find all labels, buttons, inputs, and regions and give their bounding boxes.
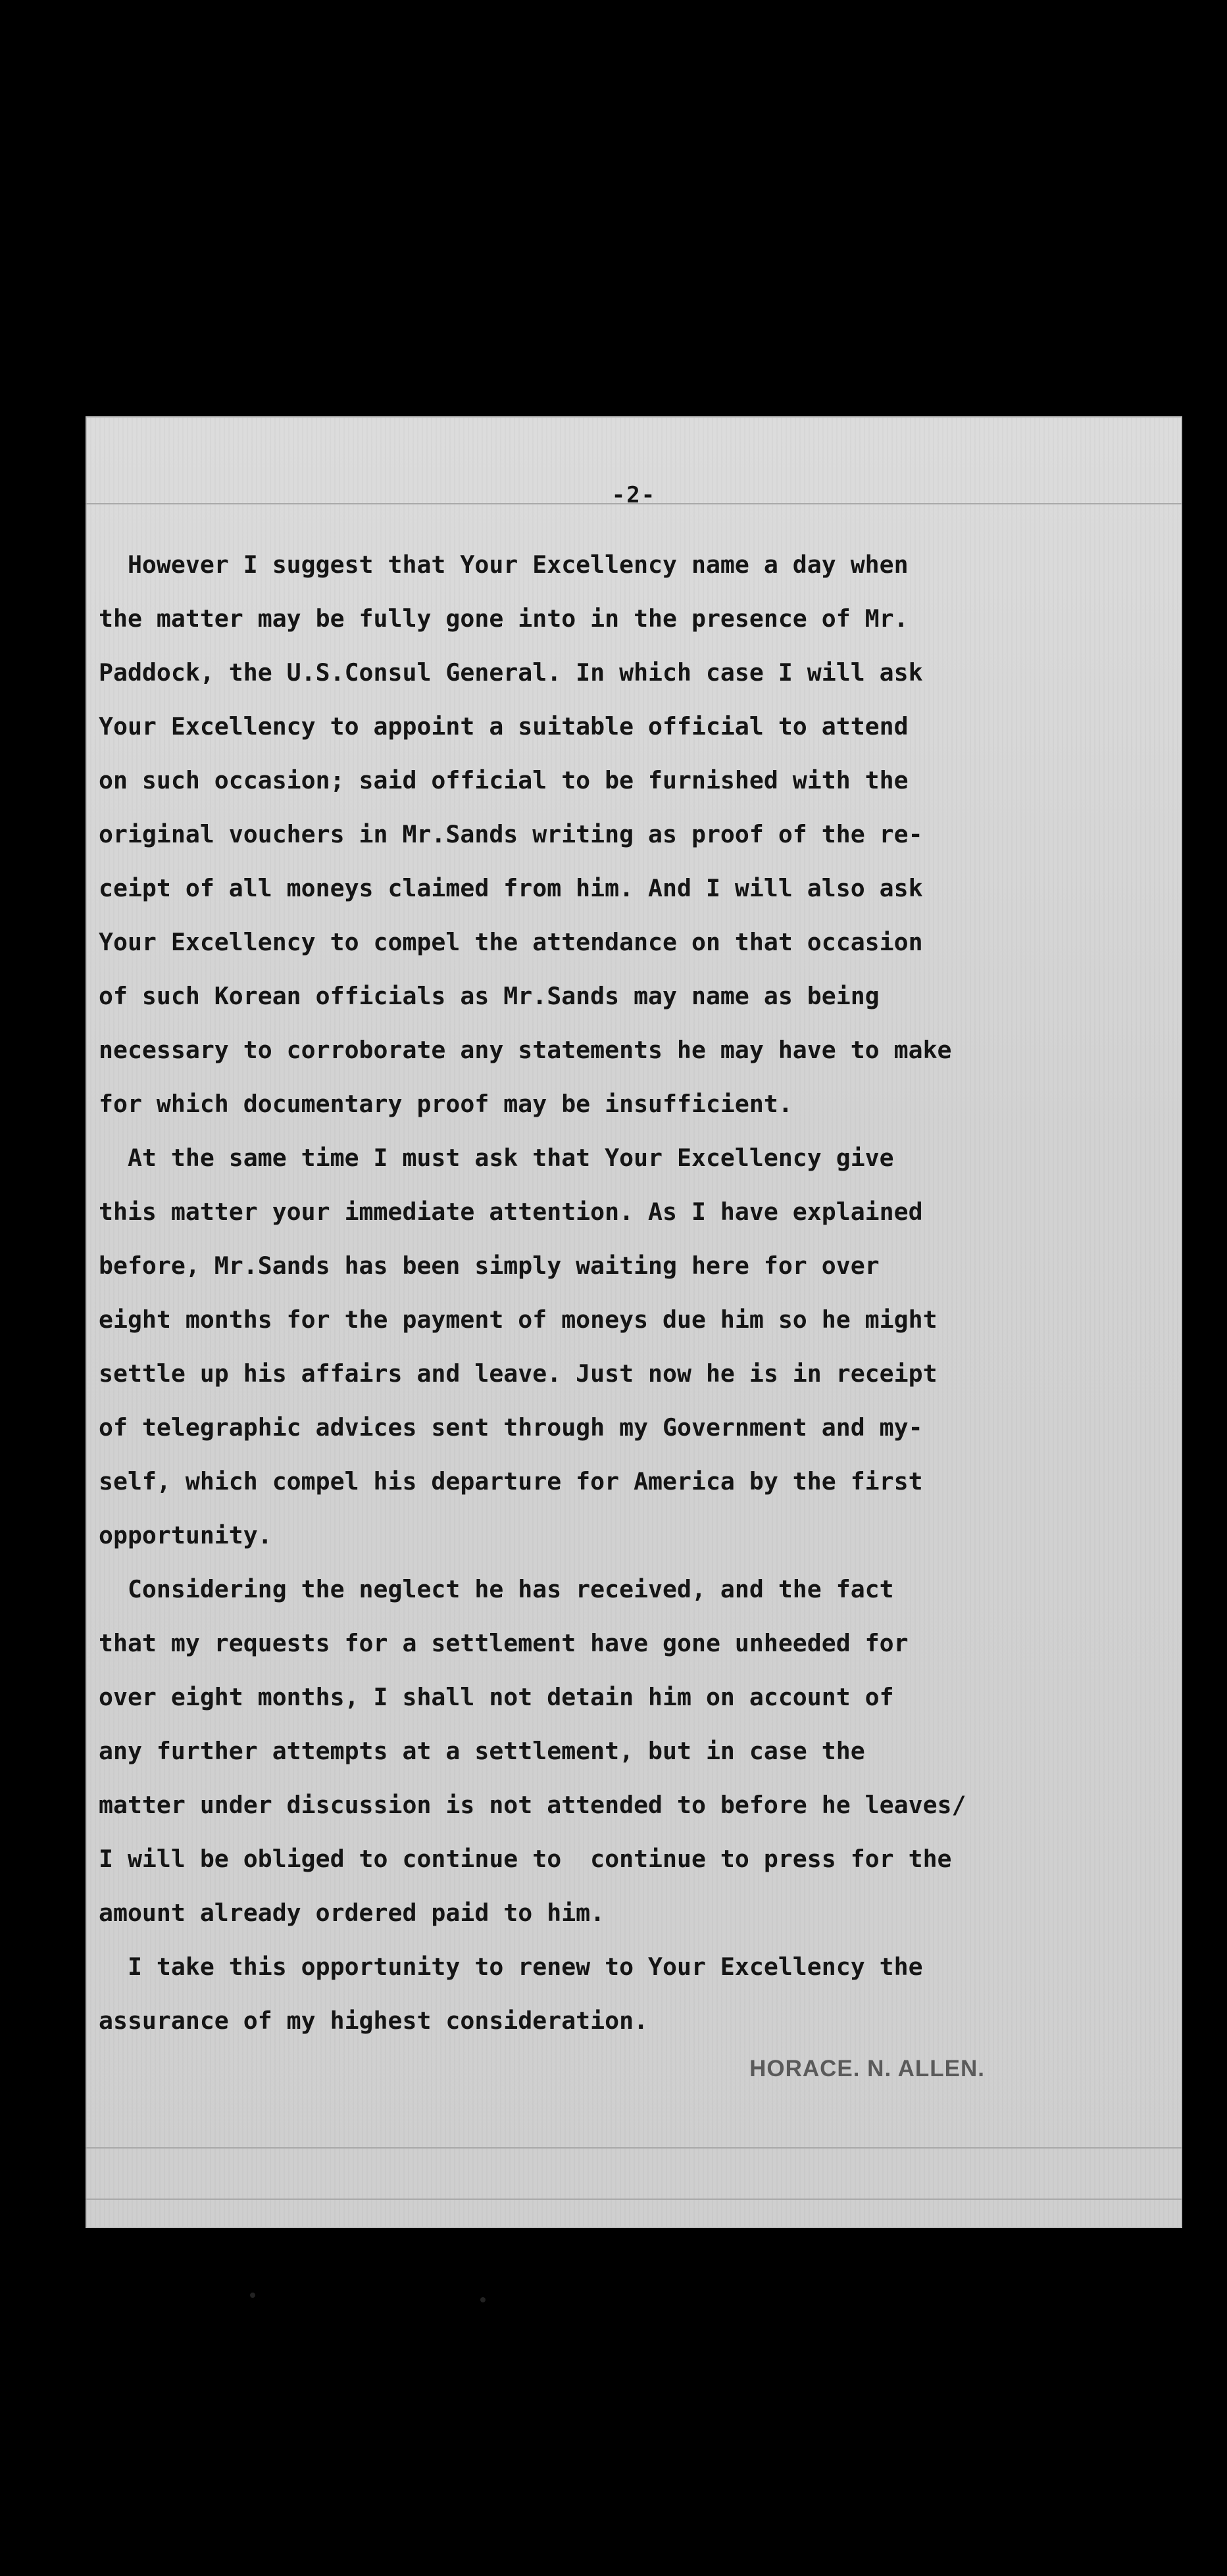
text-line: of such Korean officials as Mr.Sands may name as being	[99, 982, 880, 1010]
text-line: At the same time I must ask that Your Excellency give	[99, 1144, 894, 1172]
text-line: for which documentary proof may be insufficient.	[99, 1090, 793, 1118]
bottom-rule-secondary	[86, 2199, 1182, 2200]
text-line: before, Mr.Sands has been simply waiting here for over	[99, 1252, 880, 1280]
signature-stamp: HORACE. N. ALLEN.	[749, 2056, 985, 2081]
text-line: this matter your immediate attention. As I have explained	[99, 1198, 923, 1226]
page-number: -2-	[611, 482, 657, 508]
ink-mark	[250, 2293, 255, 2298]
text-line: over eight months, I shall not detain him on account of	[99, 1683, 894, 1711]
text-line: self, which compel his departure for America by the first	[99, 1467, 923, 1495]
text-line: original vouchers in Mr.Sands writing as proof of the re-	[99, 820, 923, 848]
text-line: necessary to corroborate any statements he may have to make	[99, 1036, 952, 1064]
text-line: amount already ordered paid to him.	[99, 1899, 605, 1927]
letter-body	[99, 538, 1132, 2048]
text-line: eight months for the payment of moneys due him so he might	[99, 1305, 938, 1334]
text-line: of telegraphic advices sent through my Government and my-	[99, 1413, 923, 1442]
text-line: matter under discussion is not attended to before he leaves/	[99, 1791, 966, 1819]
ink-mark	[480, 2297, 486, 2302]
text-line: settle up his affairs and leave. Just now he is in receipt	[99, 1359, 938, 1388]
text-line: the matter may be fully gone into in the presence of Mr.	[99, 604, 909, 633]
text-line: However I suggest that Your Excellency name a day when	[99, 550, 909, 579]
text-line: any further attempts at a settlement, but in case the	[99, 1737, 865, 1765]
text-line: Your Excellency to appoint a suitable official to attend	[99, 712, 909, 741]
text-line: I will be obliged to continue to continue to press for the	[99, 1845, 952, 1873]
text-line: assurance of my highest consideration.	[99, 2006, 649, 2035]
text-line: on such occasion; said official to be furnished with the	[99, 766, 909, 794]
text-line: opportunity.	[99, 1521, 272, 1549]
document-page	[86, 416, 1182, 2228]
text-line: I take this opportunity to renew to Your Excellency the	[99, 1953, 923, 1981]
text-line: that my requests for a settlement have gone unheeded for	[99, 1629, 909, 1657]
text-line: Considering the neglect he has received, and the fact	[99, 1575, 894, 1603]
text-line: Paddock, the U.S.Consul General. In which case I will ask	[99, 658, 923, 687]
bottom-rule	[86, 2147, 1182, 2149]
text-line: Your Excellency to compel the attendance on that occasion	[99, 928, 923, 956]
text-line: ceipt of all moneys claimed from him. And I will also ask	[99, 874, 923, 902]
